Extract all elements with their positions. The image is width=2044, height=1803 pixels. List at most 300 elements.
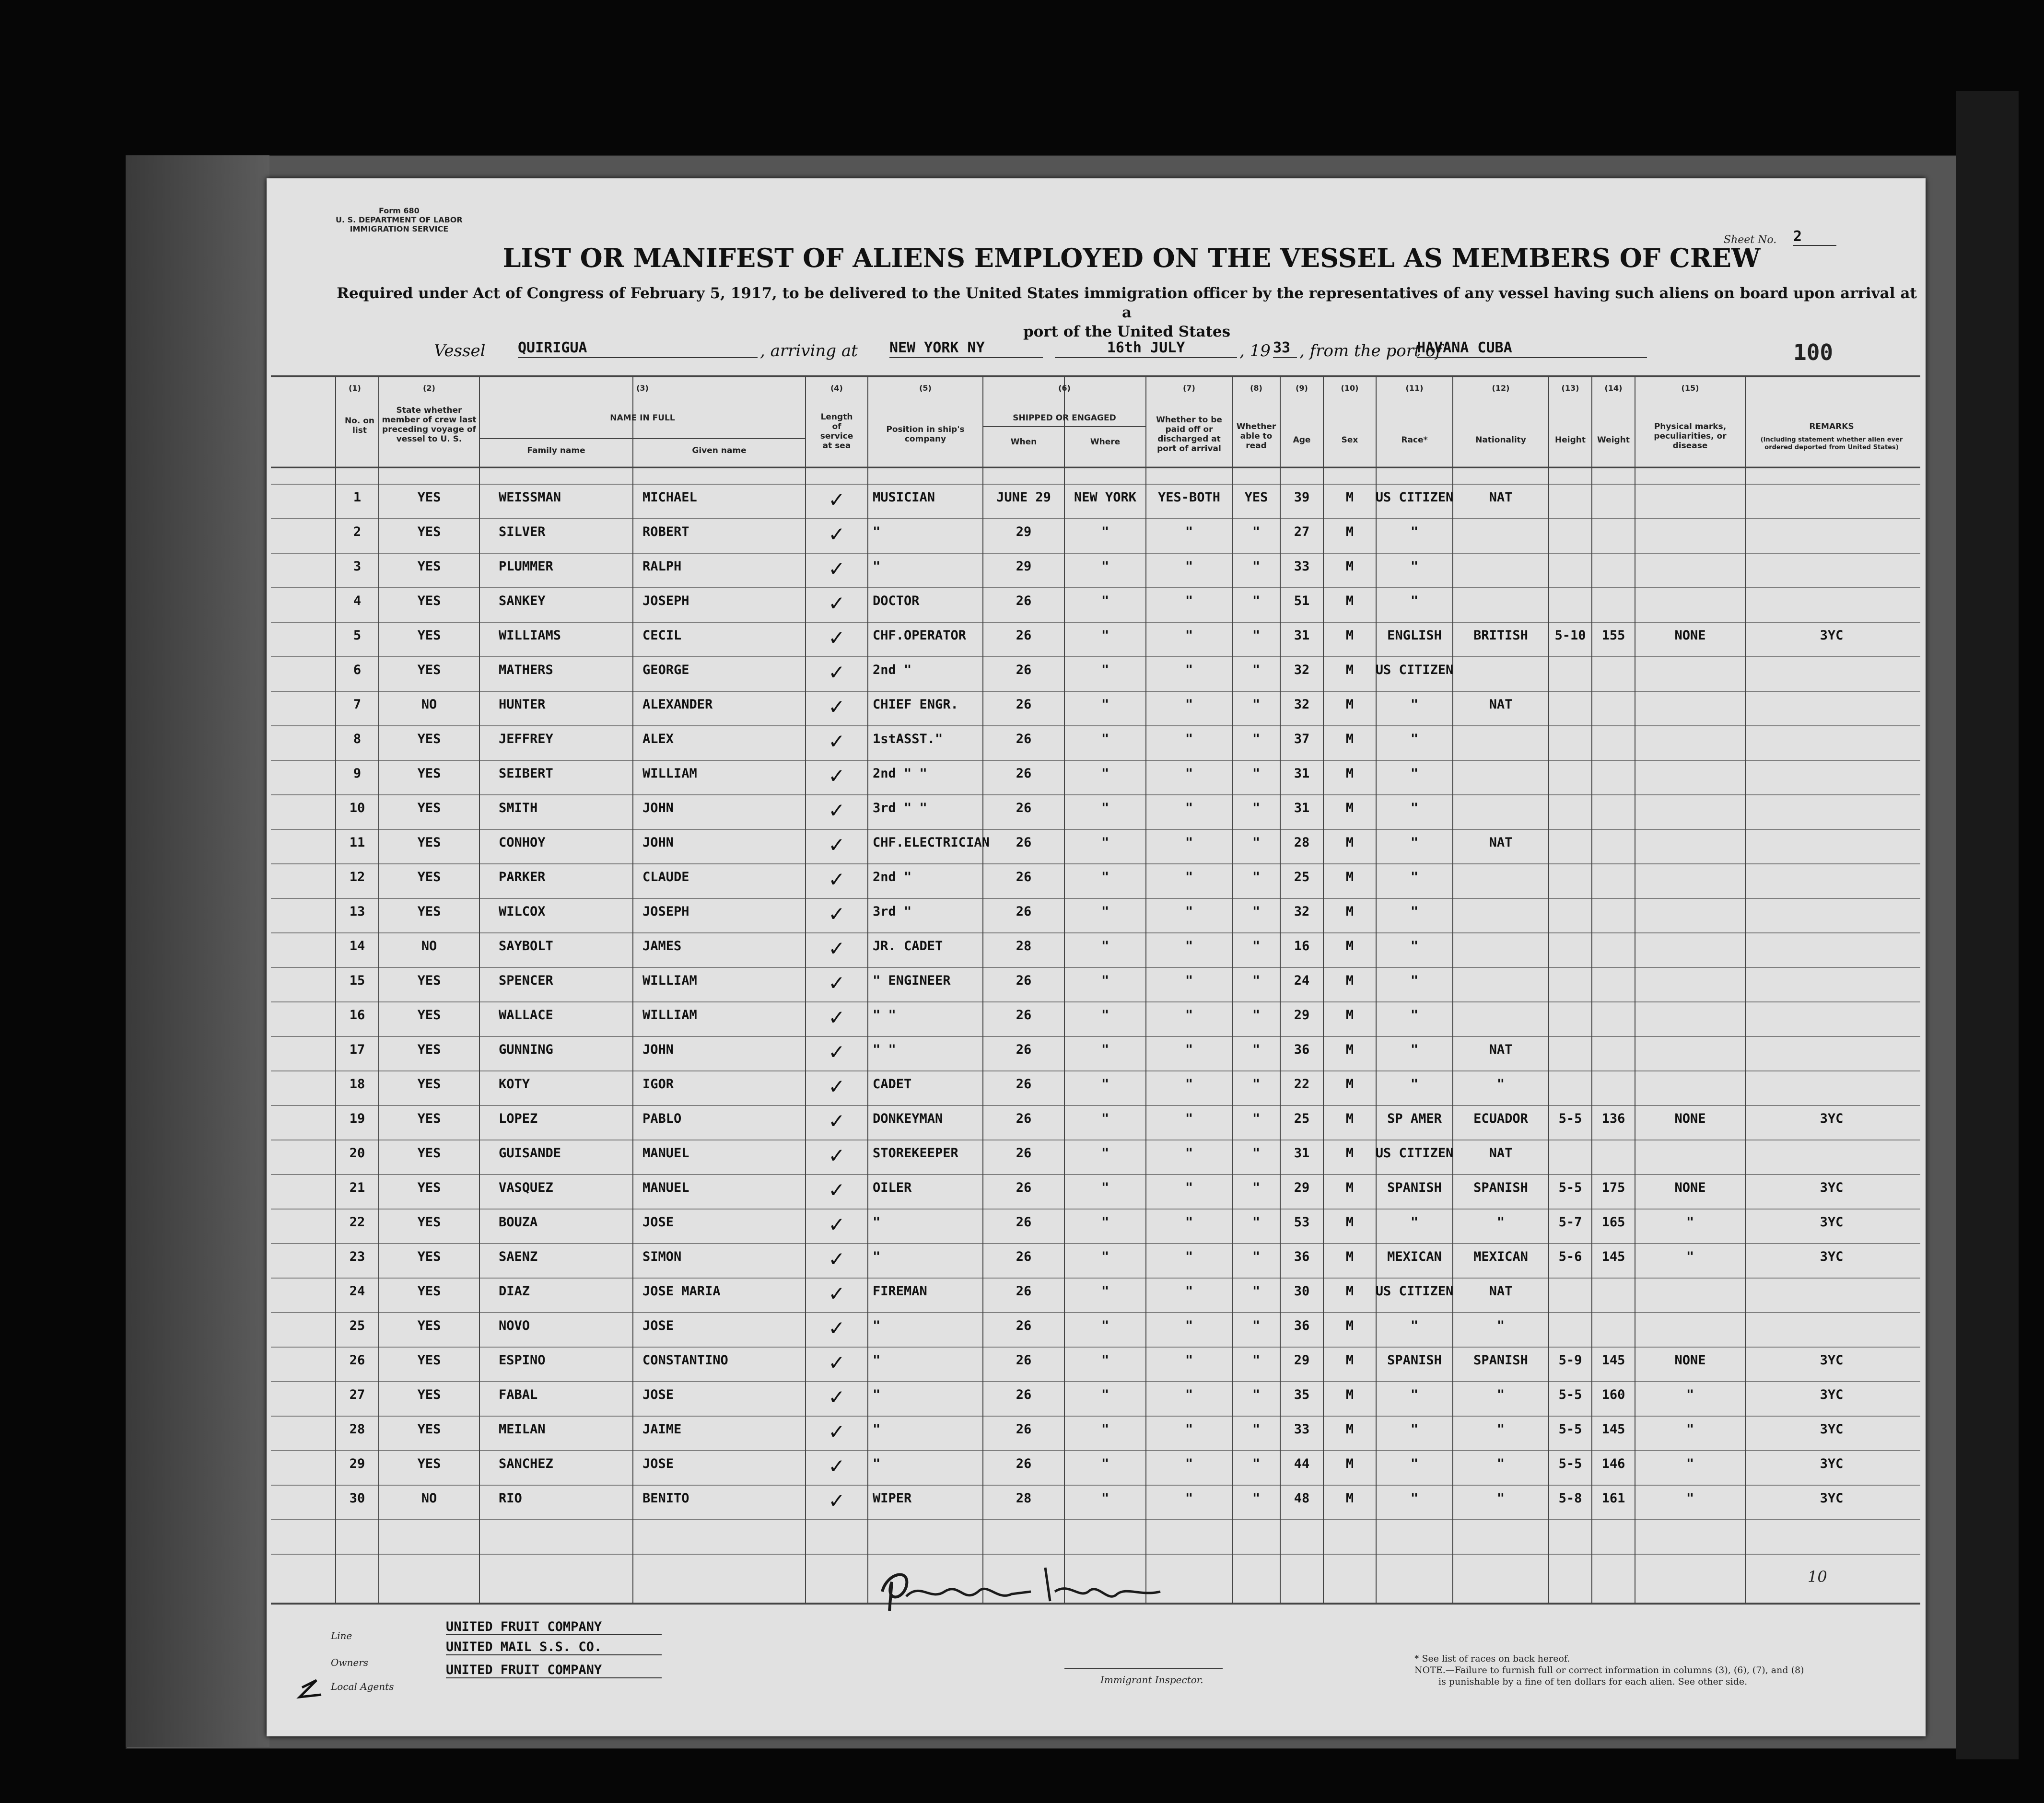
row-9-remarks	[1745, 766, 1918, 801]
row-4-paid-off: "	[1185, 593, 1193, 608]
row-6-sex: M	[1345, 663, 1354, 677]
row-13-where: "	[1101, 904, 1110, 919]
row-7-family: HUNTER	[499, 697, 546, 712]
row-7-given: ALEXANDER	[642, 697, 713, 712]
row-27-position: "	[873, 1387, 881, 1402]
row-19-given: PABLO	[642, 1111, 682, 1126]
row-4-nationality	[1453, 593, 1549, 628]
row-18-read: "	[1252, 1077, 1261, 1092]
row-25-height	[1549, 1318, 1592, 1353]
age-header: Age	[1293, 435, 1311, 445]
col-4-header: Length of service at sea	[820, 412, 853, 451]
row-10-age: 31	[1294, 801, 1310, 815]
row-1-sex: M	[1345, 490, 1354, 505]
row-11-height	[1549, 835, 1592, 870]
from-label: , from the port of	[1299, 341, 1442, 361]
col-7-number: (7)	[1183, 384, 1195, 393]
row-30-given: BENITO	[642, 1491, 689, 1506]
row-10-race: "	[1410, 801, 1419, 815]
row-12-where: "	[1101, 870, 1110, 884]
row-30-nationality: "	[1496, 1491, 1505, 1506]
service-check-icon: ✓	[828, 557, 845, 581]
row-16-weight	[1592, 1008, 1635, 1042]
row-28-remarks: 3YC	[1820, 1422, 1844, 1437]
row-12-given: CLAUDE	[642, 870, 689, 884]
document-title: LIST OR MANIFEST OF ALIENS EMPLOYED ON THE VESSEL AS MEMBERS OF CREW	[502, 243, 1761, 273]
row-11-weight	[1592, 835, 1635, 870]
row-21-sex: M	[1345, 1180, 1354, 1195]
row-10-position: 3rd " "	[873, 801, 927, 815]
row-4-weight	[1592, 593, 1635, 628]
row-8-when: 26	[1016, 732, 1032, 746]
row-17-paid-off: "	[1185, 1042, 1193, 1057]
row-14-read: "	[1252, 939, 1261, 954]
service-check-icon: ✓	[828, 626, 845, 650]
row-18-marks	[1635, 1077, 1745, 1111]
row-30-marks: "	[1686, 1491, 1694, 1506]
handwritten-count: 10	[1808, 1568, 1827, 1586]
row-26-height: 5-9	[1558, 1353, 1582, 1368]
row-28-race: "	[1410, 1422, 1419, 1437]
row-18-given: IGOR	[642, 1077, 674, 1092]
row-8-no: 8	[353, 732, 362, 746]
row-27-read: "	[1252, 1387, 1261, 1402]
row-18-where: "	[1101, 1077, 1110, 1092]
service-check-icon: ✓	[828, 1316, 845, 1340]
row-23-member: YES	[417, 1249, 441, 1264]
row-17-nationality: NAT	[1489, 1042, 1513, 1057]
row-24-no: 24	[349, 1284, 365, 1299]
row-18-member: YES	[417, 1077, 441, 1092]
row-28-when: 26	[1016, 1422, 1032, 1437]
row-17-family: GUNNING	[499, 1042, 553, 1057]
row-27-member: YES	[417, 1387, 441, 1402]
row-22-paid-off: "	[1185, 1215, 1193, 1230]
row-24-read: "	[1252, 1284, 1261, 1299]
row-26-no: 26	[349, 1353, 365, 1368]
row-16-remarks	[1745, 1008, 1918, 1042]
row-6-marks	[1635, 663, 1745, 697]
row-20-when: 26	[1016, 1146, 1032, 1161]
remarks-subheader: (Including statement whether alien ever ordered deported from United States)	[1760, 436, 1903, 451]
row-20-where: "	[1101, 1146, 1110, 1161]
row-24-given: JOSE MARIA	[642, 1284, 721, 1299]
owners-label: Owners	[331, 1657, 369, 1668]
service-check-icon: ✓	[828, 868, 845, 891]
row-17-age: 36	[1294, 1042, 1310, 1057]
row-20-sex: M	[1345, 1146, 1354, 1161]
row-27-when: 26	[1016, 1387, 1032, 1402]
row-30-height: 5-8	[1558, 1491, 1582, 1506]
row-20-given: MANUEL	[642, 1146, 689, 1161]
row-6-given: GEORGE	[642, 663, 689, 677]
inspector-label: Immigrant Inspector.	[1100, 1674, 1203, 1686]
row-16-height	[1549, 1008, 1592, 1042]
row-8-weight	[1592, 732, 1635, 766]
row-17-sex: M	[1345, 1042, 1354, 1057]
row-23-when: 26	[1016, 1249, 1032, 1264]
row-15-no: 15	[349, 973, 365, 988]
row-21-marks: NONE	[1674, 1180, 1706, 1195]
row-15-marks	[1635, 973, 1745, 1008]
row-15-nationality	[1453, 973, 1549, 1008]
row-16-race: "	[1410, 1008, 1419, 1023]
row-5-remarks: 3YC	[1820, 628, 1844, 643]
row-2-where: "	[1101, 524, 1110, 539]
row-18-paid-off: "	[1185, 1077, 1193, 1092]
row-2-height	[1549, 524, 1592, 559]
row-23-where: "	[1101, 1249, 1110, 1264]
row-19-position: DONKEYMAN	[873, 1111, 943, 1126]
row-1-marks	[1635, 490, 1745, 524]
col-5-header: Position in ship's company	[886, 425, 965, 444]
service-check-icon: ✓	[828, 1420, 845, 1443]
row-21-height: 5-5	[1558, 1180, 1582, 1195]
row-23-weight: 145	[1601, 1249, 1625, 1264]
row-24-height	[1549, 1284, 1592, 1318]
row-22-remarks: 3YC	[1820, 1215, 1844, 1230]
row-4-age: 51	[1294, 593, 1310, 608]
col-7-header: Whether to be paid off or discharged at port of arrival	[1156, 415, 1222, 454]
name-in-full-header: NAME IN FULL	[610, 413, 675, 423]
col-1-number: (1)	[349, 384, 361, 393]
row-9-where: "	[1101, 766, 1110, 781]
row-13-sex: M	[1345, 904, 1354, 919]
sheet-number: 2	[1793, 228, 1836, 246]
row-7-read: "	[1252, 697, 1261, 712]
row-19-remarks: 3YC	[1820, 1111, 1844, 1126]
row-8-given: ALEX	[642, 732, 674, 746]
row-30-member: NO	[421, 1491, 437, 1506]
row-27-race: "	[1410, 1387, 1419, 1402]
row-3-nationality	[1453, 559, 1549, 593]
row-6-read: "	[1252, 663, 1261, 677]
row-14-marks	[1635, 939, 1745, 973]
row-27-remarks: 3YC	[1820, 1387, 1844, 1402]
when-header: When	[1010, 437, 1037, 447]
row-12-age: 25	[1294, 870, 1310, 884]
row-4-sex: M	[1345, 593, 1354, 608]
row-19-height: 5-5	[1558, 1111, 1582, 1126]
row-30-position: WIPER	[873, 1491, 912, 1506]
row-18-position: CADET	[873, 1077, 912, 1092]
row-3-member: YES	[417, 559, 441, 574]
row-23-position: "	[873, 1249, 881, 1264]
row-28-sex: M	[1345, 1422, 1354, 1437]
row-2-marks	[1635, 524, 1745, 559]
row-11-marks	[1635, 835, 1745, 870]
row-5-paid-off: "	[1185, 628, 1193, 643]
row-8-where: "	[1101, 732, 1110, 746]
row-26-position: "	[873, 1353, 881, 1368]
row-2-race: "	[1410, 524, 1419, 539]
row-24-marks	[1635, 1284, 1745, 1318]
row-18-when: 26	[1016, 1077, 1032, 1092]
row-3-when: 29	[1016, 559, 1032, 574]
row-9-weight	[1592, 766, 1635, 801]
row-25-age: 36	[1294, 1318, 1310, 1333]
weight-header: Weight	[1597, 435, 1630, 445]
row-19-paid-off: "	[1185, 1111, 1193, 1126]
row-7-position: CHIEF ENGR.	[873, 697, 958, 712]
row-1-when: JUNE 29	[996, 490, 1051, 505]
row-2-given: ROBERT	[642, 524, 689, 539]
row-30-sex: M	[1345, 1491, 1354, 1506]
vessel-name: QUIRIGUA	[518, 339, 758, 358]
row-2-sex: M	[1345, 524, 1354, 539]
row-20-age: 31	[1294, 1146, 1310, 1161]
row-28-marks: "	[1686, 1422, 1694, 1437]
row-5-sex: M	[1345, 628, 1354, 643]
row-17-race: "	[1410, 1042, 1419, 1057]
row-7-no: 7	[353, 697, 362, 712]
row-10-when: 26	[1016, 801, 1032, 815]
row-8-paid-off: "	[1185, 732, 1193, 746]
row-3-read: "	[1252, 559, 1261, 574]
service-check-icon: ✓	[828, 1489, 845, 1512]
row-17-where: "	[1101, 1042, 1110, 1057]
service-check-icon: ✓	[828, 661, 845, 684]
service-check-icon: ✓	[828, 902, 845, 926]
row-2-weight	[1592, 524, 1635, 559]
row-20-no: 20	[349, 1146, 365, 1161]
row-4-race: "	[1410, 593, 1419, 608]
row-18-race: "	[1410, 1077, 1419, 1092]
row-24-member: YES	[417, 1284, 441, 1299]
row-10-weight	[1592, 801, 1635, 835]
row-5-where: "	[1101, 628, 1110, 643]
row-16-sex: M	[1345, 1008, 1354, 1023]
row-1-nationality: NAT	[1489, 490, 1513, 505]
row-14-where: "	[1101, 939, 1110, 954]
row-11-nationality: NAT	[1489, 835, 1513, 850]
row-27-marks: "	[1686, 1387, 1694, 1402]
row-9-race: "	[1410, 766, 1419, 781]
row-16-no: 16	[349, 1008, 365, 1023]
service-check-icon: ✓	[828, 1351, 845, 1374]
row-14-paid-off: "	[1185, 939, 1193, 954]
row-26-nationality: SPANISH	[1473, 1353, 1528, 1368]
row-13-race: "	[1410, 904, 1419, 919]
service-check-icon: ✓	[828, 1213, 845, 1236]
row-7-height	[1549, 697, 1592, 732]
row-18-nationality: "	[1496, 1077, 1505, 1092]
row-17-remarks	[1745, 1042, 1918, 1077]
row-14-remarks	[1745, 939, 1918, 973]
row-27-family: FABAL	[499, 1387, 538, 1402]
row-3-paid-off: "	[1185, 559, 1193, 574]
row-27-age: 35	[1294, 1387, 1310, 1402]
row-1-no: 1	[353, 490, 362, 505]
shipped-engaged-header: SHIPPED OR ENGAGED	[1013, 413, 1116, 423]
row-21-when: 26	[1016, 1180, 1032, 1195]
row-17-weight	[1592, 1042, 1635, 1077]
row-18-height	[1549, 1077, 1592, 1111]
row-13-no: 13	[349, 904, 365, 919]
row-7-where: "	[1101, 697, 1110, 712]
row-8-height	[1549, 732, 1592, 766]
row-19-when: 26	[1016, 1111, 1032, 1126]
row-29-age: 44	[1294, 1456, 1310, 1471]
row-4-member: YES	[417, 593, 441, 608]
row-5-member: YES	[417, 628, 441, 643]
row-13-height	[1549, 904, 1592, 939]
page-number: 100	[1793, 339, 1834, 365]
row-29-sex: M	[1345, 1456, 1354, 1471]
inspector-line	[1064, 1668, 1223, 1669]
row-20-nationality: NAT	[1489, 1146, 1513, 1161]
agents-label: Local Agents	[331, 1681, 394, 1692]
row-28-age: 33	[1294, 1422, 1310, 1437]
row-16-paid-off: "	[1185, 1008, 1193, 1023]
row-5-marks: NONE	[1674, 628, 1706, 643]
row-22-when: 26	[1016, 1215, 1032, 1230]
row-11-read: "	[1252, 835, 1261, 850]
row-6-no: 6	[353, 663, 362, 677]
row-23-race: MEXICAN	[1387, 1249, 1442, 1264]
row-15-when: 26	[1016, 973, 1032, 988]
row-10-family: SMITH	[499, 801, 538, 815]
row-12-weight	[1592, 870, 1635, 904]
row-1-position: MUSICIAN	[873, 490, 935, 505]
row-14-race: "	[1410, 939, 1419, 954]
row-14-position: JR. CADET	[873, 939, 943, 954]
row-18-family: KOTY	[499, 1077, 530, 1092]
row-22-sex: M	[1345, 1215, 1354, 1230]
row-15-paid-off: "	[1185, 973, 1193, 988]
row-2-remarks	[1745, 524, 1918, 559]
agents-value: UNITED FRUIT COMPANY	[446, 1663, 662, 1678]
row-13-marks	[1635, 904, 1745, 939]
row-11-position: CHF.ELECTRICIAN	[873, 835, 990, 850]
row-4-marks	[1635, 593, 1745, 628]
from-port: HAVANA CUBA	[1417, 339, 1647, 358]
row-25-remarks	[1745, 1318, 1918, 1353]
row-23-remarks: 3YC	[1820, 1249, 1844, 1264]
row-23-marks: "	[1686, 1249, 1694, 1264]
row-25-paid-off: "	[1185, 1318, 1193, 1333]
row-18-sex: M	[1345, 1077, 1354, 1092]
row-25-position: "	[873, 1318, 881, 1333]
row-21-age: 29	[1294, 1180, 1310, 1195]
row-20-position: STOREKEEPER	[873, 1146, 958, 1161]
row-8-sex: M	[1345, 732, 1354, 746]
row-30-weight: 161	[1601, 1491, 1625, 1506]
line-value: UNITED FRUIT COMPANY	[446, 1619, 662, 1635]
col-8-header: Whether able to read	[1236, 422, 1276, 451]
row-6-when: 26	[1016, 663, 1032, 677]
row-3-given: RALPH	[642, 559, 682, 574]
row-26-weight: 145	[1601, 1353, 1625, 1368]
row-6-age: 32	[1294, 663, 1310, 677]
row-21-given: MANUEL	[642, 1180, 689, 1195]
row-13-given: JOSEPH	[642, 904, 689, 919]
row-22-member: YES	[417, 1215, 441, 1230]
row-25-family: NOVO	[499, 1318, 530, 1333]
row-29-weight: 146	[1601, 1456, 1625, 1471]
row-6-weight	[1592, 663, 1635, 697]
row-5-nationality: BRITISH	[1473, 628, 1528, 643]
row-11-given: JOHN	[642, 835, 674, 850]
col-14-number: (14)	[1604, 384, 1623, 393]
row-21-paid-off: "	[1185, 1180, 1193, 1195]
row-18-age: 22	[1294, 1077, 1310, 1092]
row-27-height: 5-5	[1558, 1387, 1582, 1402]
row-27-given: JOSE	[642, 1387, 674, 1402]
row-12-read: "	[1252, 870, 1261, 884]
row-21-member: YES	[417, 1180, 441, 1195]
row-27-sex: M	[1345, 1387, 1354, 1402]
row-28-where: "	[1101, 1422, 1110, 1437]
row-20-read: "	[1252, 1146, 1261, 1161]
service-check-icon: ✓	[828, 695, 845, 719]
row-8-race: "	[1410, 732, 1419, 746]
row-3-no: 3	[353, 559, 362, 574]
row-3-marks	[1635, 559, 1745, 593]
row-11-race: "	[1410, 835, 1419, 850]
row-9-read: "	[1252, 766, 1261, 781]
sheet-label: Sheet No.	[1724, 234, 1777, 246]
col-2-number: (2)	[423, 384, 435, 393]
row-14-given: JAMES	[642, 939, 682, 954]
row-11-sex: M	[1345, 835, 1354, 850]
service-check-icon: ✓	[828, 1454, 845, 1478]
row-3-weight	[1592, 559, 1635, 593]
row-17-read: "	[1252, 1042, 1261, 1057]
row-3-height	[1549, 559, 1592, 593]
row-4-height	[1549, 593, 1592, 628]
row-29-paid-off: "	[1185, 1456, 1193, 1471]
service-check-icon: ✓	[828, 937, 845, 960]
row-28-family: MEILAN	[499, 1422, 546, 1437]
family-name-header: Family name	[527, 446, 585, 455]
row-10-sex: M	[1345, 801, 1354, 815]
given-name-header: Given name	[692, 446, 747, 455]
row-18-remarks	[1745, 1077, 1918, 1111]
row-12-race: "	[1410, 870, 1419, 884]
row-24-nationality: NAT	[1489, 1284, 1513, 1299]
service-check-icon: ✓	[828, 592, 845, 615]
row-1-member: YES	[417, 490, 441, 505]
row-25-nationality: "	[1496, 1318, 1505, 1333]
row-28-position: "	[873, 1422, 881, 1437]
row-2-no: 2	[353, 524, 362, 539]
row-7-race: "	[1410, 697, 1419, 712]
row-4-when: 26	[1016, 593, 1032, 608]
row-23-height: 5-6	[1558, 1249, 1582, 1264]
row-10-where: "	[1101, 801, 1110, 815]
row-27-paid-off: "	[1185, 1387, 1193, 1402]
row-25-when: 26	[1016, 1318, 1032, 1333]
row-11-where: "	[1101, 835, 1110, 850]
row-5-no: 5	[353, 628, 362, 643]
row-17-marks	[1635, 1042, 1745, 1077]
row-17-height	[1549, 1042, 1592, 1077]
row-1-where: NEW YORK	[1074, 490, 1137, 505]
row-23-family: SAENZ	[499, 1249, 538, 1264]
row-11-member: YES	[417, 835, 441, 850]
row-23-age: 36	[1294, 1249, 1310, 1264]
row-9-no: 9	[353, 766, 362, 781]
col-11-number: (11)	[1405, 384, 1424, 393]
row-30-paid-off: "	[1185, 1491, 1193, 1506]
vessel-label: Vessel	[434, 341, 486, 361]
service-check-icon: ✓	[828, 971, 845, 995]
row-16-read: "	[1252, 1008, 1261, 1023]
row-22-family: BOUZA	[499, 1215, 538, 1230]
row-26-family: ESPINO	[499, 1353, 546, 1368]
row-10-nationality	[1453, 801, 1549, 835]
